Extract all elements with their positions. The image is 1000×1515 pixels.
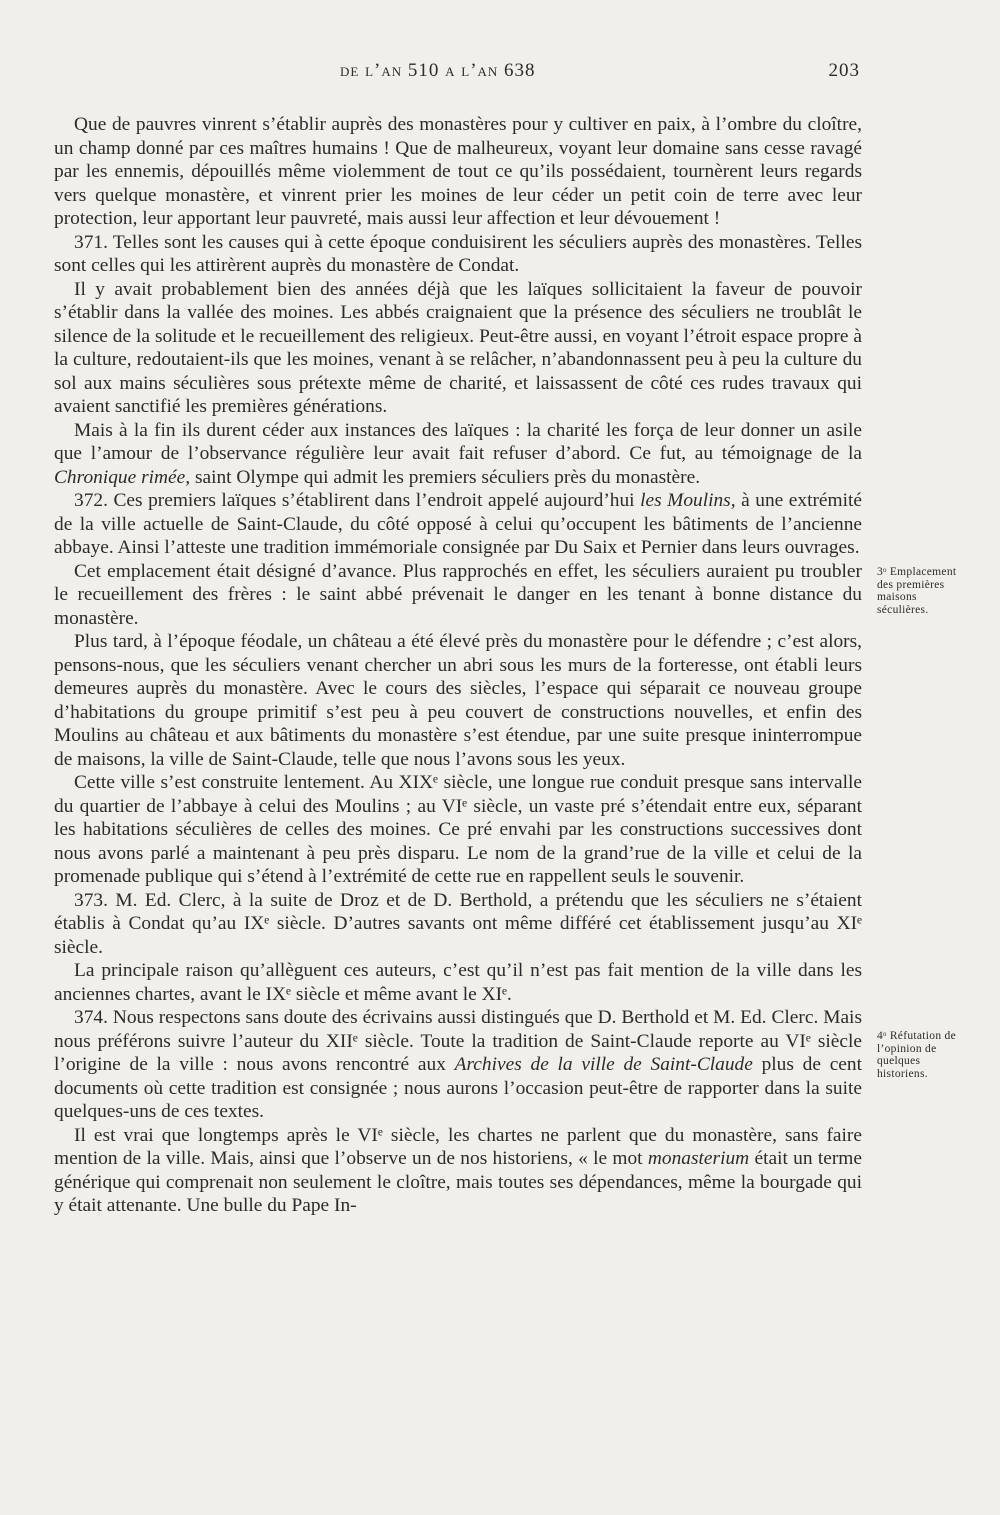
running-head (340, 60, 860, 82)
body-text (54, 113, 862, 1218)
paragraph: La principale raison qu’allèguent ces auteurs, c’est qu’il n’est pas fait mention de la ville dans les anciennes chartes, avant le IXᵉ siècle et même avant le XIᵉ. (54, 960, 862, 1005)
margin-note: 4ᵒ Réfutation de l’opinion de quelques historiens. (877, 1030, 957, 1080)
paragraph: 372. Ces premiers laïques s’établirent dans l’endroit appelé aujourd’hui les Moulins, à une extrémité de la ville actuelle de Saint-Claude, du côté opposé à celui qu’occupent les bâtiments de l’ancienne abbaye. Ainsi l’atteste une tradition immémoriale consignée par Du Saix et Pernier dans leurs ouvrages. (54, 490, 862, 558)
running-title: de l’an 510 a l’an 638 (340, 60, 536, 81)
page-number: 203 (828, 60, 860, 81)
paragraph: 371. Telles sont les causes qui à cette époque conduisirent les séculiers auprès des monastères. Telles sont celles qui les attirèrent auprès du monastère de Condat. (54, 231, 862, 276)
paragraph: Cet emplacement était désigné d’avance. Plus rapprochés en effet, les séculiers auraient pu troubler le recueillement des frères : le saint abbé prévenait le danger en les tenant à bonne distance du monastère. (54, 560, 862, 629)
paragraph: Que de pauvres vinrent s’établir auprès des monastères pour y cultiver en paix, à l’ombre du cloître, un champ donné par ces maîtres humains ! Que de malheureux, voyant leur domaine sans cesse ravagé par les ennemis, dépouillés même violemment de tout ce qu’ils possédaient, tournèrent leurs regards vers quelque monastère, et vinrent prier les moines de leur céder un petit coin de terre avec leur protection, leur apportant leur pauvreté, mais aussi leur affection et leur dévouement ! (54, 114, 862, 229)
italic-title: Chronique rimée, (54, 466, 191, 488)
paragraph: Il y avait probablement bien des années déjà que les laïques sollicitaient la faveur de pouvoir s’établir dans la vallée des moines. Les abbés craignaient que la présence des séculiers ne troublât le silence de la solitude et le recueillement des religieux. Peut-être aussi, en voyant l’étroit espace propre à la culture, redoutaient-ils que les moines, venant à se relâcher, n’abandonnassent peu à peu la culture du sol aux mains séculières sous prétexte même de charité, et laissassent de côté ces rudes travaux qui avaient sanctifié les premières générations. (54, 278, 862, 417)
italic-latin: monasterium (647, 1148, 750, 1169)
paragraph: Il est vrai que longtemps après le VIᵉ siècle, les chartes ne parlent que du monastère, sans faire mention de la ville. Mais, ainsi que l’observe un de nos historiens, « le mot monasterium était un terme générique qui comprenait non seulement le cloître, mais toutes ses dépendances, même la bourgade qui y était attenante. Une bulle du Pape In- (54, 1124, 862, 1216)
paragraph: 374. Nous respectons sans doute des écrivains aussi distingués que D. Berthold et M. Ed. Clerc. Mais nous préférons suivre l’auteur du XIIᵉ siècle. Toute la tradition de Saint-Claude reporte au VIᵉ siècle l’origine de la ville : nous avons rencontré aux Archives de la ville de Saint-Claude plus de cent documents où cette tradition est consignée ; nous aurons l’occasion peut-être de rapporter dans la suite quelques-uns de ces textes. (54, 1007, 862, 1122)
paragraph: 373. M. Ed. Clerc, à la suite de Droz et de D. Berthold, a prétendu que les séculiers ne s’étaient établis à Condat qu’au IXᵉ siècle. D’autres savants ont même différé cet établissement jusqu’au XIᵉ siècle. (54, 889, 862, 958)
paragraph: Cette ville s’est construite lentement. Au XIXᵉ siècle, une longue rue conduit presque sans intervalle du quartier de l’abbaye à celui des Moulins ; au VIᵉ siècle, un vaste pré s’étendait entre eux, séparant les habitations séculières de celles des moines. Ce pré envahi par les constructions successives dont nous avons parlé a maintenant à peu près disparu. Le nom de la grand’rue de la ville et celui de la promenade publique qui s’étend à l’extrémité de cette rue en rappellent seuls le souvenir. (54, 772, 862, 887)
italic-place: les Moulins, (640, 490, 736, 511)
margin-note: 3ᵒ Emplacement des premières maisons séculières. (877, 566, 957, 616)
paragraph: Mais à la fin ils durent céder aux instances des laïques : la charité les força de leur donner un asile que l’amour de l’observance régulière leur avait fait refuser d’abord. Ce fut, au témoignage de la Chronique rimée, saint Olympe qui admit les premiers séculiers près du monastère. (54, 419, 862, 488)
italic-archives: Archives de la ville de Saint-Claude (454, 1054, 753, 1075)
paragraph: Plus tard, à l’époque féodale, un château a été élevé près du monastère pour le défendre ; c’est alors, pensons-nous, que les séculiers venant chercher un abri sous les murs de la forteresse, ont établi leurs demeures auprès du monastère. Avec le cours des siècles, l’espace qui séparait ce nouveau groupe d’habitations du groupe primitif s’est peu à peu couvert de constructions nouvelles, et enfin des Moulins au château et aux bâtiments du monastère s’est étendue, par une suite presque ininterrompue de maisons, la ville de Saint-Claude, telle que nous l’avons sous les yeux. (54, 631, 862, 770)
